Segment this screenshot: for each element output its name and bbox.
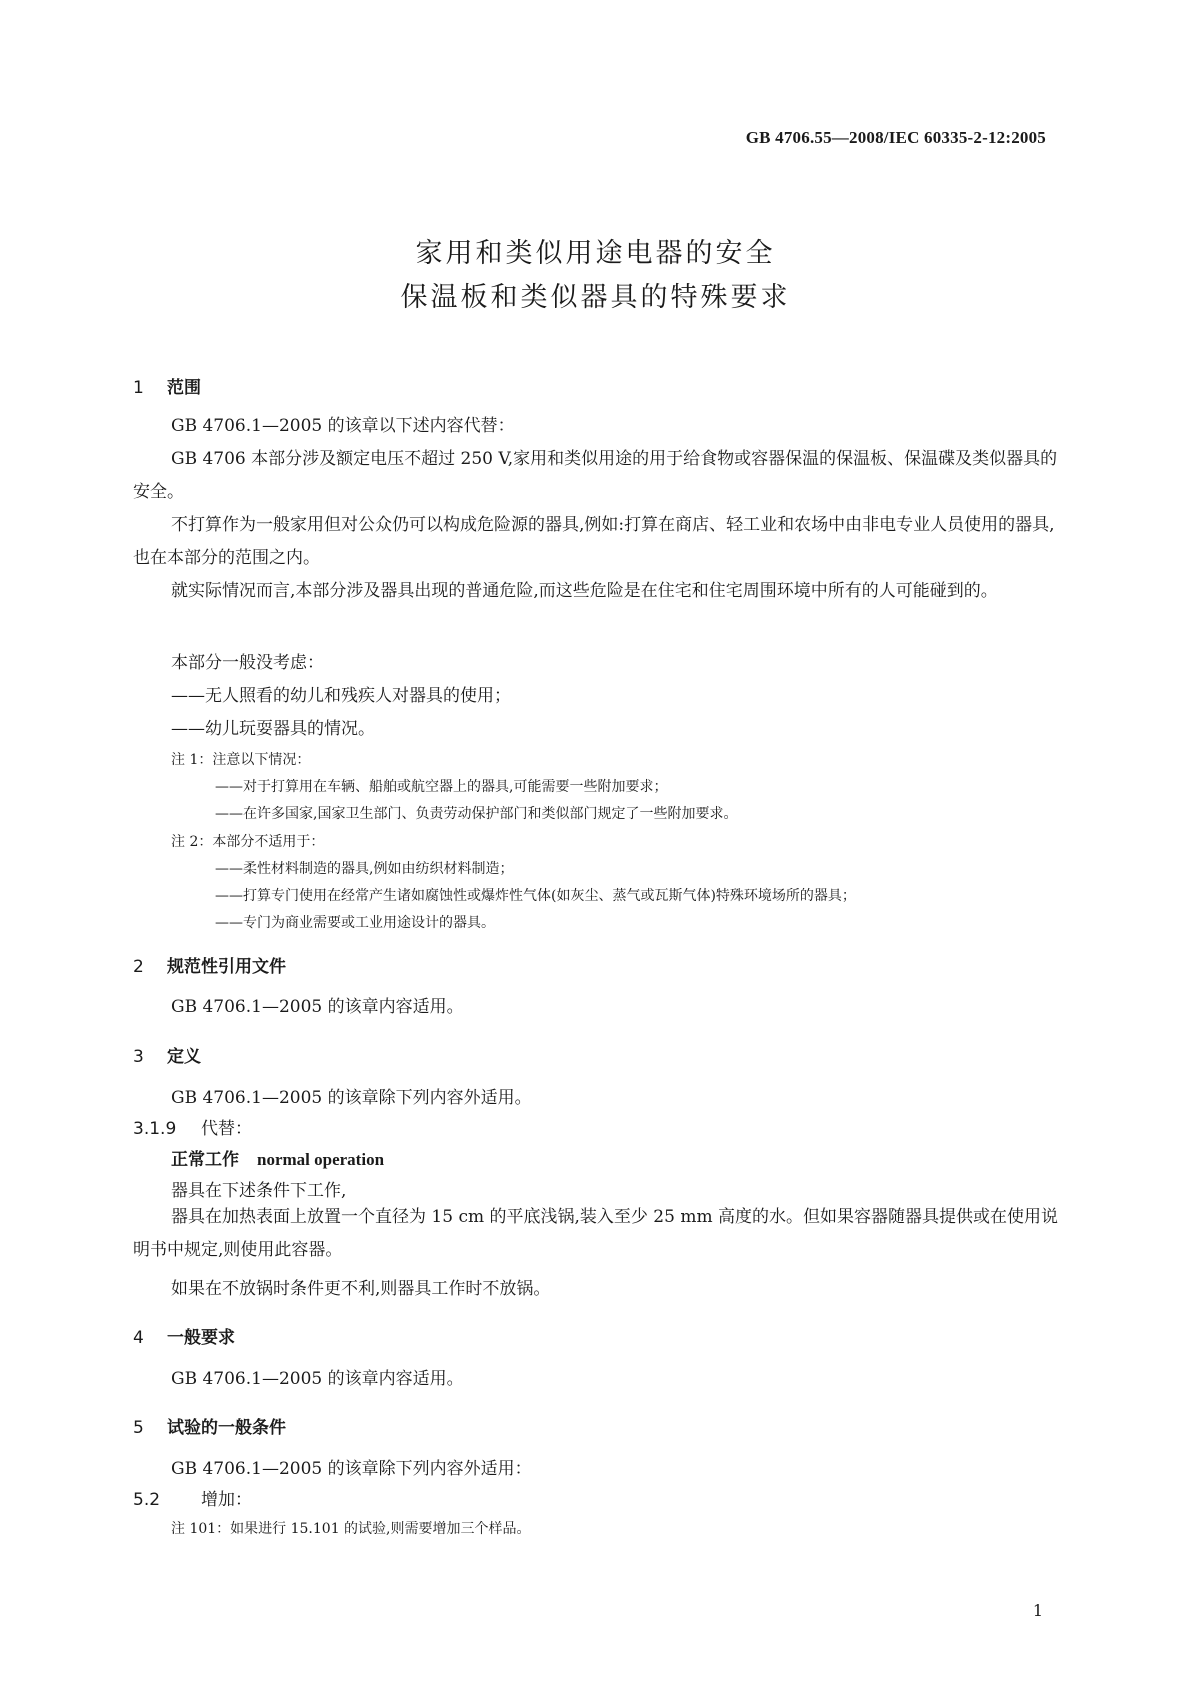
subclause-number: 3.1.9: [133, 1119, 177, 1139]
section-2-heading: [133, 952, 286, 977]
subclause-3-1-9: [133, 1114, 252, 1139]
document-title-line1: 家用和类似用途电器的安全: [415, 238, 776, 269]
section-title: 试验的一般条件: [167, 1418, 286, 1438]
section-title: 范围: [167, 378, 201, 398]
section-number: 1: [133, 378, 144, 398]
section-title: 一般要求: [167, 1328, 235, 1348]
note-1: 注 1：注意以下情况：: [171, 752, 311, 768]
dash-list-item: ——无人照看的幼儿和残疾人对器具的使用；: [171, 686, 511, 706]
section-number: 5: [133, 1418, 144, 1438]
note-2: 注 2：本部分不适用于：: [171, 834, 325, 850]
subclause-text: 代替：: [201, 1119, 252, 1139]
paragraph: 器具在加热表面上放置一个直径为 15 cm 的平底浅锅,装入至少 25 mm 高度的水。但如果容器随器具提供或在使用说明书中规定,则使用此容器。: [133, 1207, 1058, 1260]
section-5-heading: [133, 1413, 286, 1438]
note-101: 注 101：如果进行 15.101 的试验,则需要增加三个样品。: [171, 1521, 531, 1537]
note-list-item: ——打算专门使用在经常产生诸如腐蚀性或爆炸性气体(如灰尘、蒸气或瓦斯气体)特殊环境场所的器具；: [215, 888, 856, 904]
section-title: 定义: [167, 1047, 201, 1067]
section-number: 4: [133, 1328, 144, 1348]
subclause-number: 5.2: [133, 1490, 161, 1510]
dash-list-item: ——幼儿玩耍器具的情况。: [171, 719, 375, 739]
term-english: normal operation: [257, 1150, 385, 1169]
paragraph: GB 4706.1—2005 的该章除下列内容外适用。: [171, 1088, 532, 1108]
subclause-5-2: [133, 1485, 252, 1510]
paragraph: 如果在不放锅时条件更不利,则器具工作时不放锅。: [171, 1279, 551, 1299]
section-1-heading: [133, 373, 201, 398]
section-title: 规范性引用文件: [167, 957, 286, 977]
standard-code: GB 4706.55—2008/IEC 60335-2-12:2005: [745, 128, 1046, 147]
document-title-line2: 保温板和类似器具的特殊要求: [400, 282, 791, 313]
paragraph: GB 4706.1—2005 的该章除下列内容外适用：: [171, 1459, 532, 1479]
note-list-item: ——在许多国家,国家卫生部门、负责劳动保护部门和类似部门规定了一些附加要求。: [215, 806, 738, 822]
section-3-heading: [133, 1042, 201, 1067]
section-4-heading: [133, 1323, 235, 1348]
section-number: 3: [133, 1047, 144, 1067]
page-number: 1: [1032, 1601, 1043, 1620]
paragraph: GB 4706.1—2005 的该章以下述内容代替：: [171, 416, 515, 436]
paragraph: GB 4706.1—2005 的该章内容适用。: [171, 997, 464, 1017]
paragraph: GB 4706 本部分涉及额定电压不超过 250 V,家用和类似用途的用于给食物或容器保温的保温板、保温碟及类似器具的安全。: [133, 449, 1058, 502]
paragraph: 本部分一般没考虑：: [171, 653, 324, 673]
term-definition: [171, 1145, 384, 1170]
paragraph: GB 4706.1—2005 的该章内容适用。: [171, 1369, 464, 1389]
paragraph: 不打算作为一般家用但对公众仍可以构成危险源的器具,例如:打算在商店、轻工业和农场中由非电专业人员使用的器具,也在本部分的范围之内。: [133, 515, 1055, 568]
note-list-item: ——柔性材料制造的器具,例如由纺织材料制造；: [215, 861, 514, 877]
term-chinese: 正常工作: [171, 1150, 239, 1170]
paragraph: 器具在下述条件下工作,: [171, 1181, 347, 1201]
section-number: 2: [133, 957, 144, 977]
note-list-item: ——对于打算用在车辆、船舶或航空器上的器具,可能需要一些附加要求；: [215, 779, 668, 795]
subclause-text: 增加：: [201, 1490, 252, 1510]
note-list-item: ——专门为商业需要或工业用途设计的器具。: [215, 915, 495, 931]
paragraph: 就实际情况而言,本部分涉及器具出现的普通危险,而这些危险是在住宅和住宅周围环境中所有的人可能碰到的。: [171, 581, 998, 601]
